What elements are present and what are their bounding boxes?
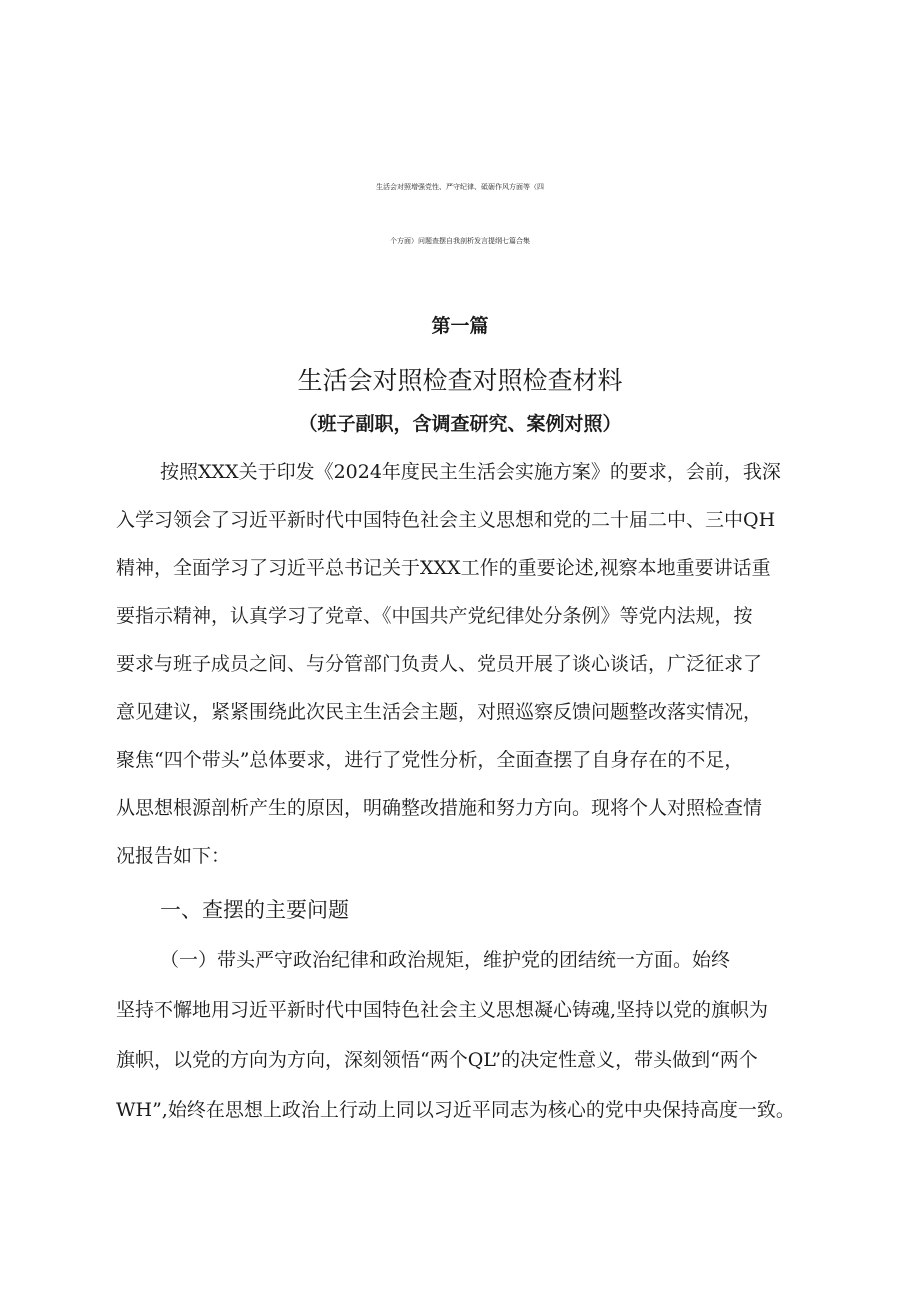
section-1-line-1: （一）带头严守政治纪律和政治规矩，维护党的团结统一方面。始终 — [160, 949, 731, 971]
section-1-line-3: 旗帜，以党的方向为方向，深刻领悟“两个QL”的决定性意义，带头做到“两个 — [116, 1049, 758, 1071]
subtitle-note: （班子副职，含调查研究、案例对照） — [298, 413, 622, 435]
intro-line-3: 精神，全面学习了习近平总书记关于XXX工作的重要论述,视察本地重要讲话重 — [116, 557, 771, 579]
intro-line-5: 要求与班子成员之间、与分管部门负责人、党员开展了谈心谈话，广泛征求了 — [116, 653, 763, 675]
intro-line-1: 按照XXX关于印发《2024年度民主生活会实施方案》的要求，会前，我深 — [160, 461, 781, 483]
chapter-label: 第一篇 — [431, 315, 489, 337]
section-1-line-4: WH”,始终在思想上政治上行动上同以习近平同志为核心的党中央保持高度一致。 — [116, 1099, 795, 1121]
intro-line-7: 聚焦“四个带头”总体要求，进行了党性分析，全面查摆了自身存在的不足， — [116, 749, 744, 771]
intro-line-9: 况报告如下： — [116, 845, 231, 867]
document-title-line-1: 生活会对照增强党性、严守纪律、砥砺作风方面等（四 — [376, 183, 544, 191]
section-1-heading: 一、查摆的主要问题 — [160, 898, 349, 922]
intro-line-4: 要指示精神，认真学习了党章、《中国共产党纪律处分条例》等党内法规，按 — [116, 605, 753, 627]
section-1-line-2: 坚持不懈地用习近平新时代中国特色社会主义思想凝心铸魂,坚持以党的旗帜为 — [116, 999, 769, 1021]
intro-line-6: 意见建议，紧紧围绕此次民主生活会主题，对照巡察反馈问题整改落实情况， — [116, 701, 763, 723]
document-title-line-2: 个方面）问题查摆自我剖析发言提纲七篇合集 — [390, 237, 530, 245]
intro-line-2: 入学习领会了习近平新时代中国特色社会主义思想和党的二十届二中、三中QH — [116, 509, 776, 531]
intro-line-8: 从思想根源剖析产生的原因，明确整改措施和努力方向。现将个人对照检查情 — [116, 797, 763, 819]
section-subtitle: 生活会对照检查对照检查材料 — [297, 366, 623, 395]
